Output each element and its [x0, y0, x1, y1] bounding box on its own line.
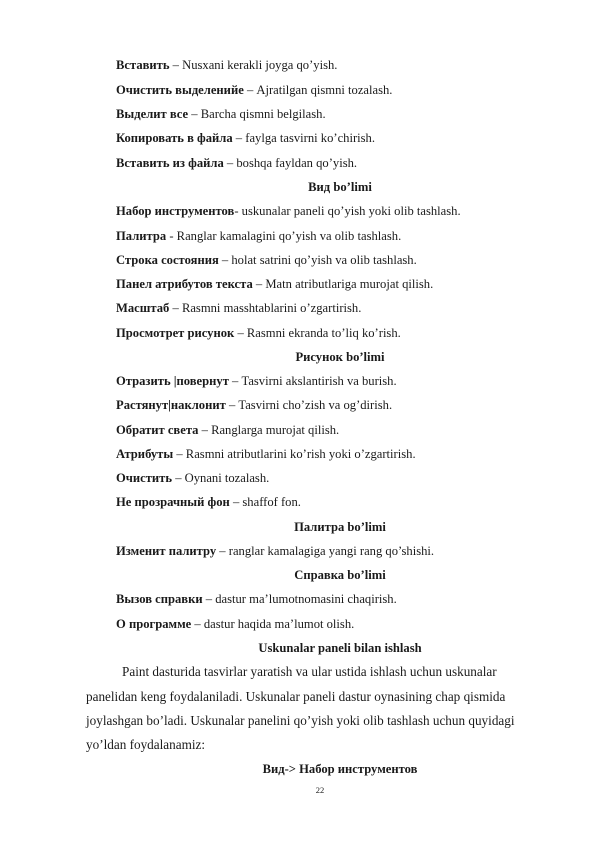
- definition-line: [116, 446, 416, 462]
- definition-line: [116, 155, 357, 171]
- page-number: 22: [315, 785, 325, 795]
- section-heading-image: Рисунок bo’limi: [295, 350, 385, 364]
- term: Изменит палитру: [116, 544, 217, 558]
- section-heading-help: Справка bo’limi: [294, 568, 386, 582]
- paragraph-line: yo’ldan foydalanamiz:: [86, 737, 206, 752]
- separator: -: [234, 204, 242, 218]
- definition-line: [116, 300, 361, 316]
- separator: –: [243, 83, 257, 97]
- definition-line: [116, 470, 269, 486]
- definition-line: [116, 57, 337, 73]
- description: Matn atributlariga murojat qilish.: [265, 277, 434, 291]
- paragraph-line: joylashgan bo’ladi. Uskunalar panelini qo’yish yoki olib tashlash uchun quyidagi: [86, 713, 515, 728]
- description: uskunalar paneli qo’yish yoki olib tashlash.: [241, 204, 461, 218]
- definition-line: [116, 543, 434, 559]
- term: Просмотрет рисунок: [116, 326, 235, 340]
- definition-line: [116, 252, 417, 268]
- description: Barcha qismni belgilash.: [200, 107, 326, 121]
- separator: –: [218, 253, 232, 267]
- description: Ranglar kamalagini qo’yish va olib tashlash.: [176, 229, 402, 243]
- description: Nusxani kerakli joyga qo’yish.: [182, 58, 338, 72]
- term: Масштаб: [116, 301, 170, 315]
- term: Обратит света: [116, 423, 199, 437]
- description: dastur haqida ma’lumot olish.: [203, 617, 355, 631]
- term: Строка состояния: [116, 253, 219, 267]
- paragraph-line: Paint dasturida tasvirlar yaratish va ular ustida ishlash uchun uskunalar: [122, 664, 497, 679]
- section-heading-path: Вид-> Набор инструментов: [262, 762, 418, 776]
- term: Вставить из файла: [116, 156, 224, 170]
- description: Rasmni ekranda to’liq ko’rish.: [246, 326, 401, 340]
- separator: –: [228, 374, 242, 388]
- definition-line: [116, 203, 461, 219]
- separator: –: [191, 617, 204, 631]
- term: Очистить выделенийе: [116, 83, 244, 97]
- separator: –: [169, 58, 183, 72]
- definition-line: [116, 325, 401, 341]
- definition-line: [116, 228, 401, 244]
- separator: –: [223, 156, 237, 170]
- term: Палитра: [116, 229, 167, 243]
- paragraph-line: panelidan keng foydalaniladi. Uskunalar paneli dastur oynasining chap qismida: [86, 689, 506, 704]
- description: boshqa fayldan qo’yish.: [236, 156, 358, 170]
- separator: –: [216, 544, 229, 558]
- description: faylga tasvirni ko’chirish.: [245, 131, 376, 145]
- definition-line: [116, 397, 392, 413]
- description: holat satrini qo’yish va olib tashlash.: [231, 253, 417, 267]
- definition-line: [116, 276, 433, 292]
- description: Ajratilgan qismni tozalash.: [256, 83, 393, 97]
- term: Атрибуты: [116, 447, 174, 461]
- term: Очистить: [116, 471, 173, 485]
- term: Растянут|наклонит: [116, 398, 226, 412]
- description: Rasmni masshtablarini o’zgartirish.: [181, 301, 362, 315]
- definition-line: [116, 82, 392, 98]
- term: Вызов справки: [116, 592, 203, 606]
- term: Выделит все: [116, 107, 189, 121]
- separator: –: [188, 107, 201, 121]
- section-heading-toolbar: Uskunalar paneli bilan ishlash: [258, 641, 422, 655]
- separator: –: [173, 447, 186, 461]
- separator: –: [198, 423, 212, 437]
- description: shaffof fon.: [242, 495, 301, 509]
- term: Панел атрибутов текста: [116, 277, 253, 291]
- term: Не прозрачный фон: [116, 495, 230, 509]
- description: ranglar kamalagiga yangi rang qo’shishi.: [228, 544, 435, 558]
- description: Oynani tozalash.: [184, 471, 270, 485]
- term: Копировать в файла: [116, 131, 233, 145]
- separator: –: [232, 131, 246, 145]
- separator: -: [166, 229, 177, 243]
- definition-line: [116, 616, 354, 632]
- term: Вставить: [116, 58, 170, 72]
- description: dastur ma’lumotnomasini chaqirish.: [215, 592, 397, 606]
- term: Набор инструментов: [116, 204, 235, 218]
- term: О программе: [116, 617, 192, 631]
- separator: –: [229, 495, 243, 509]
- term: Отразить |повернут: [116, 374, 229, 388]
- definition-line: [116, 494, 301, 510]
- separator: –: [202, 592, 216, 606]
- separator: –: [169, 301, 182, 315]
- separator: –: [252, 277, 266, 291]
- definition-line: [116, 106, 326, 122]
- description: Tasvirni akslantirish va burish.: [241, 374, 397, 388]
- description: Rasmni atributlarini ko’rish yoki o’zgartirish.: [185, 447, 416, 461]
- description: Tasvirni cho’zish va og’dirish.: [238, 398, 393, 412]
- separator: –: [234, 326, 247, 340]
- definition-line: [116, 373, 397, 389]
- definition-line: [116, 422, 339, 438]
- separator: –: [225, 398, 239, 412]
- definition-line: [116, 130, 375, 146]
- section-heading-view: Вид bo’limi: [308, 180, 372, 194]
- separator: –: [172, 471, 185, 485]
- section-heading-palette: Палитра bo’limi: [294, 520, 386, 534]
- description: Ranglarga murojat qilish.: [211, 423, 340, 437]
- definition-line: [116, 591, 397, 607]
